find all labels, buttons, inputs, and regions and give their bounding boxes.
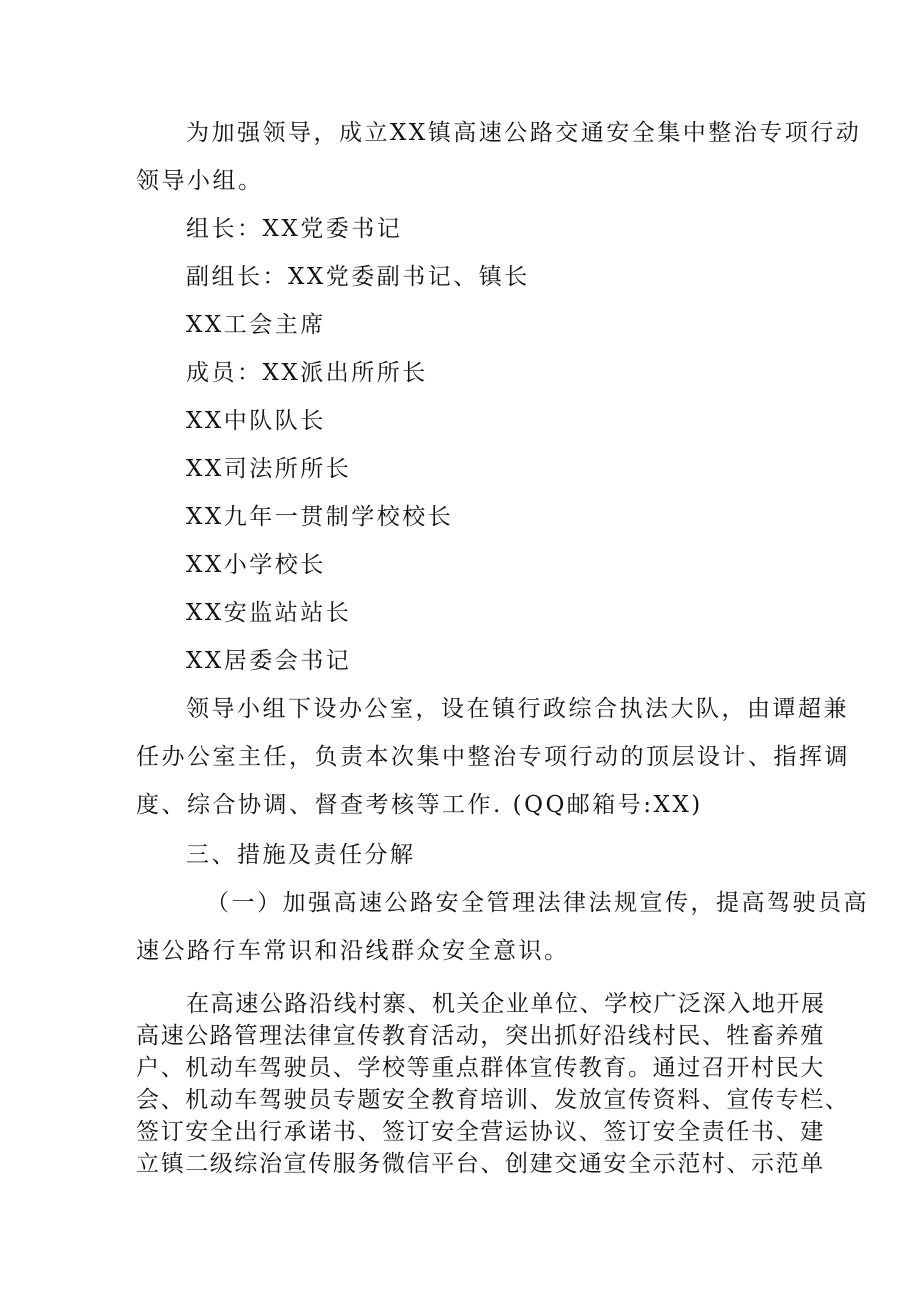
union-chair-line: XX工会主席 — [186, 312, 326, 338]
office-line-1: 领导小组下设办公室，设在镇行政综合执法大队，由谭超兼 — [186, 696, 849, 722]
item-1-line-1: （一）加强高速公路安全管理法律法规宣传，提高驾驶员高 — [206, 890, 869, 916]
primary-school-line: XX小学校长 — [186, 552, 326, 578]
leader-line: 组长：XX党委书记 — [186, 216, 403, 242]
office-line-2: 任办公室主任，负责本次集中整治专项行动的顶层设计、指挥调 — [136, 744, 850, 770]
members-line: 成员：XX派出所所长 — [186, 360, 428, 386]
section-heading: 三、措施及责任分解 — [186, 842, 416, 868]
school-principal-line: XX九年一贯制学校校长 — [186, 504, 454, 530]
item-1-line-2: 速公路行车常识和沿线群众安全意识。 — [136, 938, 570, 964]
para-line-6: 立镇二级综治宣传服务微信平台、创建交通安全示范村、示范单 — [136, 1151, 825, 1177]
office-line-3: 度、综合协调、督查考核等工作. (QQ邮箱号:XX) — [136, 792, 703, 818]
para-line-3: 户、机动车驾驶员、学校等重点群体宣传教育。通过召开村民大 — [136, 1055, 825, 1081]
judicial-office-line: XX司法所所长 — [186, 456, 352, 482]
para-line-4: 会、机动车驾驶员专题安全教育培训、发放宣传资料、宣传专栏、 — [136, 1087, 850, 1113]
para-line-2: 高速公路管理法律宣传教育活动，突出抓好沿线村民、牲畜养殖 — [136, 1023, 825, 1049]
para-line-1: 在高速公路沿线村寨、机关企业单位、学校广泛深入地开展 — [186, 991, 826, 1017]
intro-line-1: 为加强领导，成立XX镇高速公路交通安全集中整治专项行动 — [186, 120, 862, 146]
intro-line-2: 领导小组。 — [136, 168, 264, 194]
safety-station-line: XX安监站站长 — [186, 600, 352, 626]
squad-leader-line: XX中队队长 — [186, 408, 326, 434]
deputy-leader-line: 副组长：XX党委副书记、镇长 — [186, 264, 530, 290]
para-line-5: 签订安全出行承诺书、签订安全营运协议、签订安全责任书、建 — [136, 1119, 825, 1145]
committee-secretary-line: XX居委会书记 — [186, 648, 352, 674]
